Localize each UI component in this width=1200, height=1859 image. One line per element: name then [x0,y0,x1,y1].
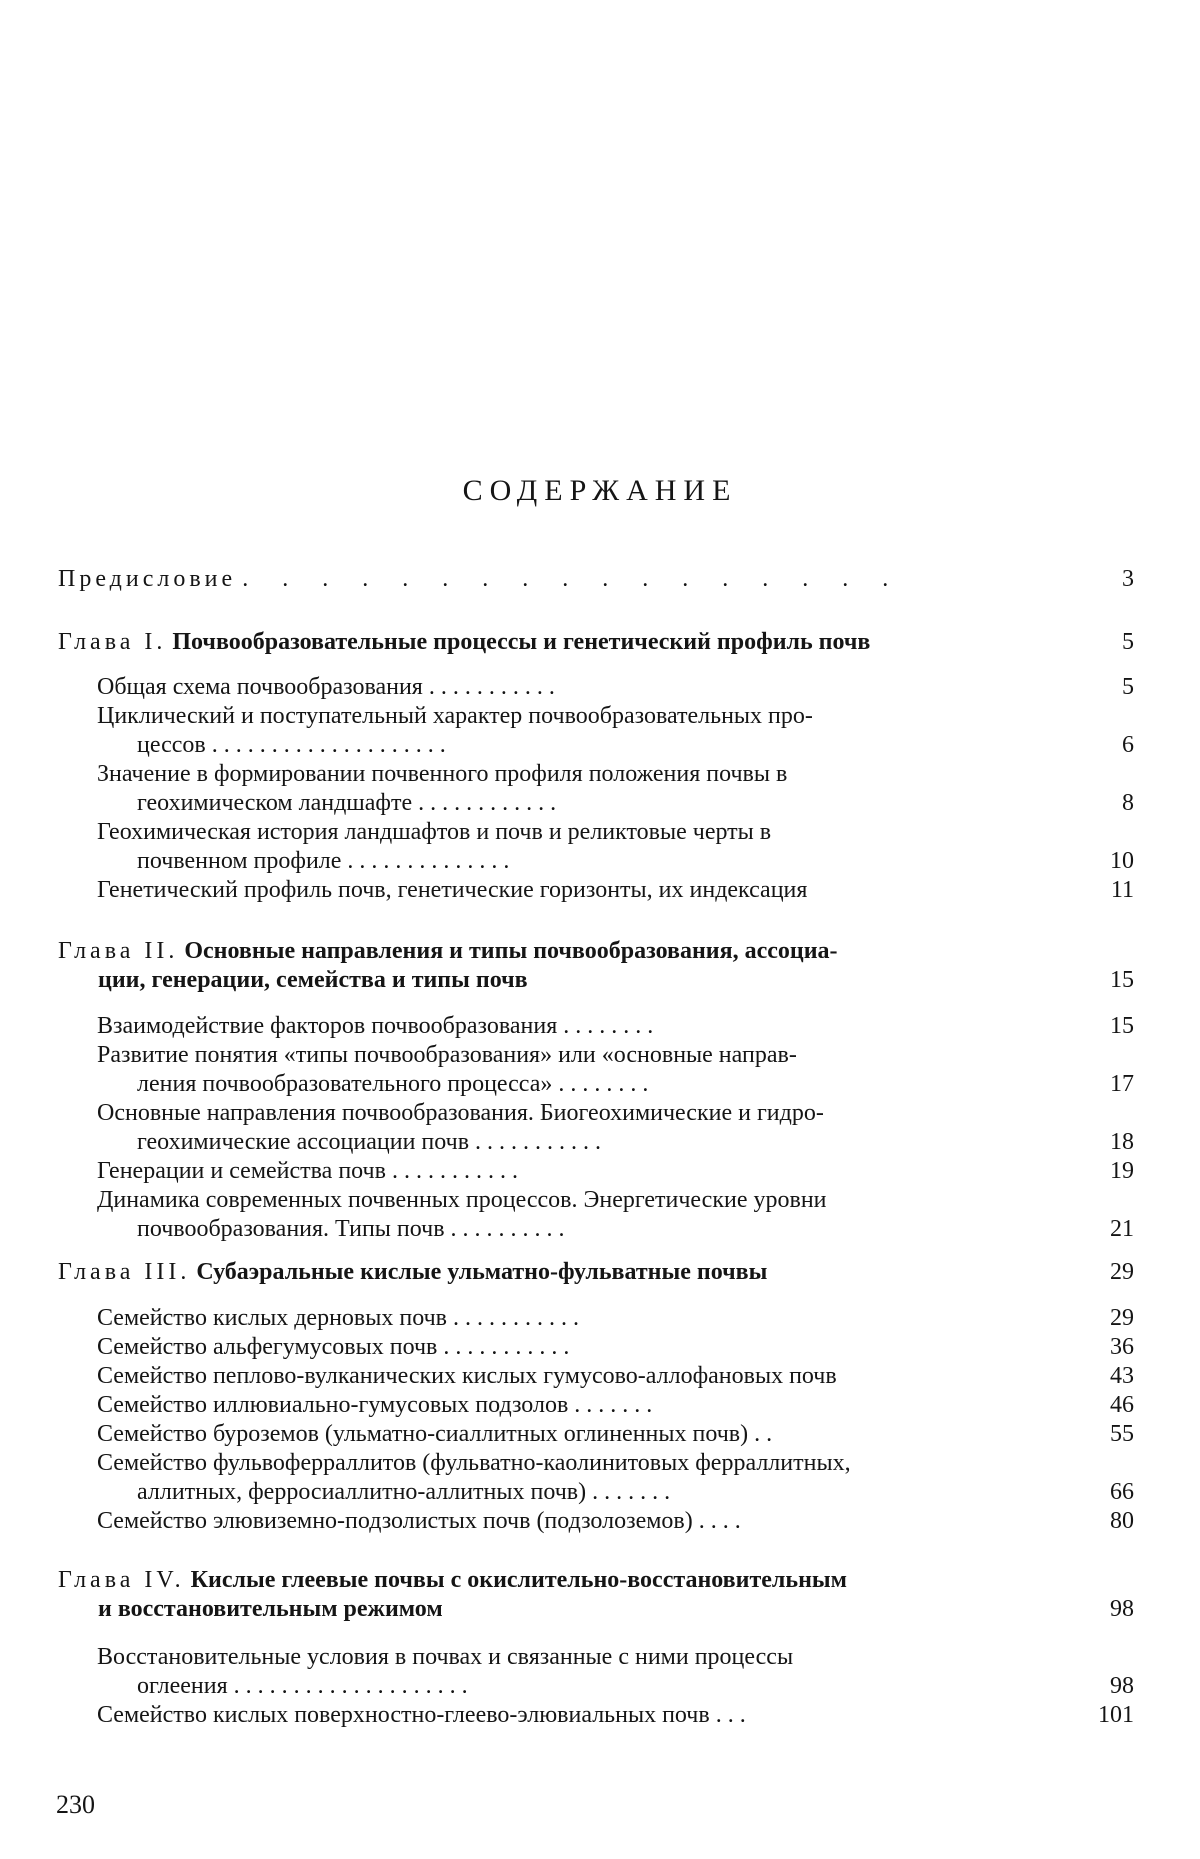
page-number: 15 [1110,1013,1134,1039]
page-number: 29 [1110,1305,1134,1331]
preface-label: Предисловие [58,566,237,592]
page-number: 98 [1110,1673,1134,1699]
leader-dots: . . . . . . . . . . . . . . . . . [242,566,903,592]
page-number: 8 [1122,790,1134,816]
page-number: 10 [1110,848,1134,874]
chapter-title-cont: ции, генерации, семейства и типы почв [98,967,528,993]
page-number: 6 [1122,732,1134,758]
page-number: 15 [1110,967,1134,993]
page-number: 11 [1110,877,1134,903]
page-number: 17 [1110,1071,1134,1097]
page-number: 21 [1110,1216,1134,1242]
page-number: 46 [1110,1392,1134,1418]
page-number: 5 [1122,629,1134,655]
page-number: 43 [1110,1363,1134,1389]
page-number: 3 [1122,566,1134,592]
page-number: 55 [1110,1421,1134,1447]
chapter-title-cont: и восстановительным режимом [98,1596,443,1622]
chapter-prefix: Глава I. [58,629,167,655]
chapter-title: Основные направления и типы почвообразования, ассоциа- [184,938,838,964]
chapter-prefix: Глава IV. [58,1567,185,1593]
chapter-title: Субаэральные кислые ульматно-фульватные почвы [196,1259,768,1285]
page-number: 36 [1110,1334,1134,1360]
page-number: 101 [1098,1702,1134,1728]
page-footer-number: 230 [56,1790,95,1819]
chapter-title: Почвообразовательные процессы и генетический профиль почв [172,629,871,655]
page-number: 19 [1110,1158,1134,1184]
page-number: 18 [1110,1129,1134,1155]
page-title: СОДЕРЖАНИЕ [462,474,738,507]
page-number: 5 [1122,674,1134,700]
chapter-title: Кислые глеевые почвы с окислительно-восстановительным [190,1567,847,1593]
page-number: 29 [1110,1259,1134,1285]
page-number: 66 [1110,1479,1134,1505]
chapter-prefix: Глава II. [58,938,179,964]
chapter-prefix: Глава III. [58,1259,191,1285]
page-number: 98 [1110,1596,1134,1622]
page-number: 80 [1110,1508,1134,1534]
